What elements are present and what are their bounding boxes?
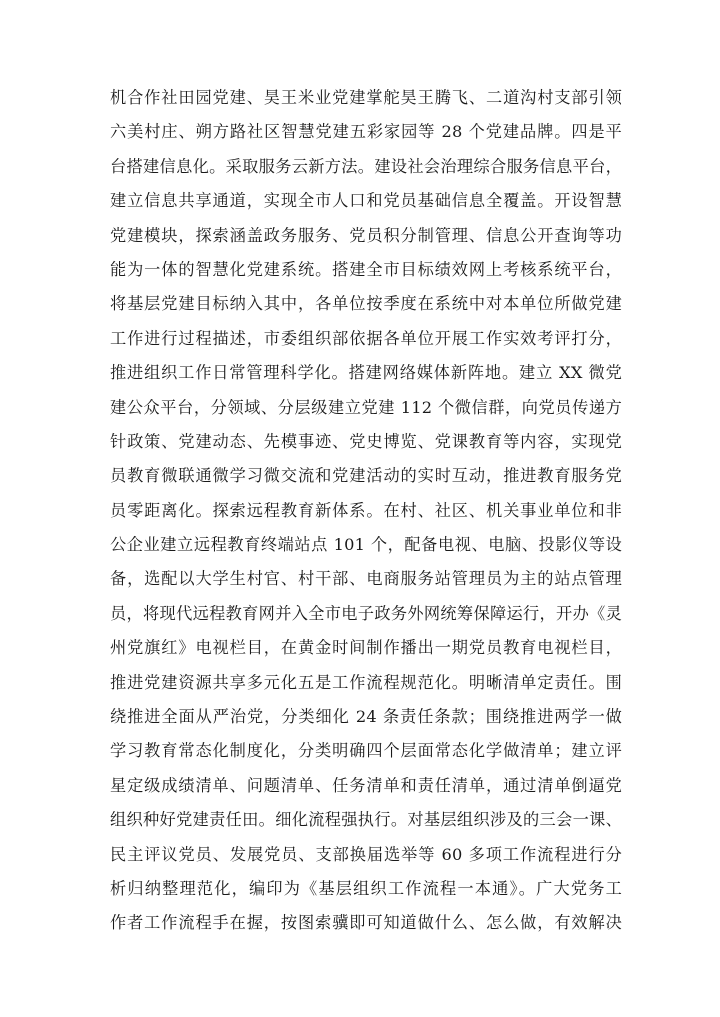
- text-line: 组织种好党建责任田。细化流程强执行。对基层组织涉及的三会一课、: [110, 810, 622, 830]
- text-line: 作者工作流程手在握，按图索骥即可知道做什么、怎么做，有效解决: [110, 913, 622, 933]
- text-line: 星定级成绩清单、问题清单、任务清单和责任清单，通过清单倒逼党: [110, 775, 622, 795]
- text-line: 六美村庄、朔方路社区智慧党建五彩家园等 28 个党建品牌。四是平: [110, 122, 622, 142]
- text-line: 党建模块，探索涵盖政务服务、党员积分制管理、信息公开查询等功: [110, 225, 622, 245]
- text-line: 推进组织工作日常管理科学化。搭建网络媒体新阵地。建立 XX 微党: [110, 363, 622, 383]
- text-line: 推进党建资源共享多元化五是工作流程规范化。明晰清单定责任。围: [110, 672, 622, 692]
- text-line: 学习教育常态化制度化，分类明确四个层面常态化学做清单；建立评: [110, 741, 622, 761]
- text-line: 机合作社田园党建、昊王米业党建掌舵昊王腾飞、二道沟村支部引领: [110, 88, 622, 107]
- text-line: 州党旗红》电视栏目，在黄金时间制作播出一期党员教育电视栏目，: [110, 638, 622, 658]
- text-line: 公企业建立远程教育终端站点 101 个，配备电视、电脑、投影仪等设: [110, 535, 622, 555]
- text-line: 将基层党建目标纳入其中，各单位按季度在系统中对本单位所做党建: [110, 294, 622, 314]
- text-line: 建公众平台，分领域、分层级建立党建 112 个微信群，向党员传递方: [110, 397, 622, 417]
- body-text: [110, 81, 622, 941]
- text-line: 工作进行过程描述，市委组织部依据各单位开展工作实效考评打分，: [110, 328, 622, 348]
- text-line: 员教育微联通微学习微交流和党建活动的实时互动，推进教育服务党: [110, 466, 622, 486]
- text-line: 析归纳整理范化，编印为《基层组织工作流程一本通》。广大党务工: [110, 878, 622, 898]
- text-line: 员，将现代远程教育网并入全市电子政务外网统筹保障运行，开办《灵: [110, 603, 622, 623]
- text-line: 绕推进全面从严治党，分类细化 24 条责任条款；围绕推进两学一做: [110, 707, 622, 727]
- text-line: 员零距离化。探索远程教育新体系。在村、社区、机关事业单位和非: [110, 500, 622, 520]
- text-line: 能为一体的智慧化党建系统。搭建全市目标绩效网上考核系统平台，: [110, 259, 622, 279]
- text-line: 针政策、党建动态、先模事迹、党史博览、党课教育等内容，实现党: [110, 431, 622, 451]
- text-line: 备，选配以大学生村官、村干部、电商服务站管理员为主的站点管理: [110, 569, 622, 589]
- text-line: 建立信息共享通道，实现全市人口和党员基础信息全覆盖。开设智慧: [110, 191, 622, 211]
- text-line: 民主评议党员、发展党员、支部换届选举等 60 多项工作流程进行分: [110, 844, 622, 864]
- text-line: 台搭建信息化。采取服务云新方法。建设社会治理综合服务信息平台，: [110, 156, 622, 176]
